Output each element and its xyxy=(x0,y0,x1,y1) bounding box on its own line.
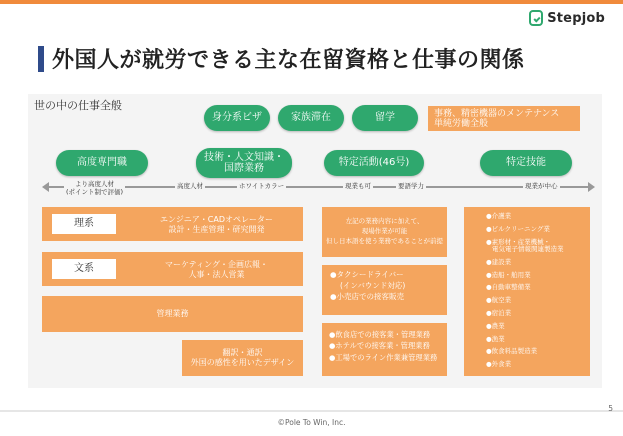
top-accent-bar xyxy=(0,0,623,4)
stepjob-logo-icon xyxy=(529,10,543,26)
science-tag: 理系 xyxy=(52,214,116,234)
humanities-line1: マーケティング・企画広報・ xyxy=(164,260,269,269)
interpretation-line1: 翻訳・通訳 xyxy=(222,347,263,357)
axis-left-line1: より高度人材 xyxy=(75,180,115,188)
list-item: ●素形材・産業機械・ xyxy=(486,237,551,246)
list-item: ●介護業 xyxy=(486,212,512,220)
maintenance-note xyxy=(428,106,580,131)
pill-status-visa: 身分系ビザ xyxy=(204,105,270,131)
axis-left-line2: (ポイント制で評価) xyxy=(66,187,124,196)
pill-specified-skilled: 特定技能 xyxy=(480,150,572,176)
factory-line: ●工場でのライン作業兼管理業務 xyxy=(329,352,438,362)
maintenance-line1: 事務、精密機器のメンテナンス xyxy=(434,109,560,119)
axis-arrow-left-icon xyxy=(42,182,49,192)
list-item: ●飲食料品製造業 xyxy=(486,347,538,356)
management-box xyxy=(42,296,303,332)
bottom-divider xyxy=(0,410,623,412)
list-item: ●自動車整備業 xyxy=(486,283,531,292)
science-description xyxy=(134,215,299,236)
science-box xyxy=(42,207,303,241)
interpretation-line2: 外国の感性を用いたデザイン xyxy=(190,358,295,367)
humanities-description xyxy=(134,260,299,281)
axis-label-japanese-required: 要語学力 xyxy=(398,182,424,190)
pill-dependent: 家族滞在 xyxy=(278,105,344,131)
list-item: ●農業 xyxy=(486,321,505,330)
list-item: ●漁業 xyxy=(486,334,505,343)
axis-label-field-main: 現業が中心 xyxy=(525,182,558,190)
axis-line xyxy=(46,186,589,188)
engineer-humanities-line2: 国際業務 xyxy=(224,163,264,174)
interpretation-box xyxy=(182,340,303,376)
axis-label-high-talent: 高度人材 xyxy=(177,182,203,190)
logo-text: Stepjob xyxy=(547,10,605,26)
humanities-tag: 文系 xyxy=(52,259,116,279)
list-item: 電気電子情報関連製造業 xyxy=(492,245,564,254)
pill-designated-activities: 特定活動(46号) xyxy=(324,150,424,176)
specified-skilled-box xyxy=(464,207,590,376)
specified-skilled-list xyxy=(486,213,590,368)
page-number: 5 xyxy=(608,404,613,413)
designated-note-line1: 左記の業務内容に加えて、 xyxy=(345,217,424,226)
taxi-driver-line1: ●タクシードライバー xyxy=(330,270,404,279)
list-item: ●ビルクリーニング業 xyxy=(486,224,550,233)
stepjob-logo xyxy=(529,10,605,26)
humanities-line2: 人事・法人営業 xyxy=(188,270,245,280)
world-jobs-label: 世の中の仕事全般 xyxy=(34,99,122,112)
designated-note-box xyxy=(322,207,447,257)
axis-label-white-collar: ホワイトカラー xyxy=(239,182,285,190)
axis-label-higher-talent xyxy=(64,181,125,197)
designated-taxi-box xyxy=(322,265,447,315)
title-accent-bar xyxy=(38,46,44,72)
list-item: ●宿泊業 xyxy=(486,309,512,318)
designated-note-line2: 現場作業が可能 xyxy=(361,227,408,236)
pill-engineer-humanities xyxy=(196,148,292,178)
science-line1: エンジニア・CADオペレーター xyxy=(159,215,274,224)
list-item: ●航空業 xyxy=(486,296,512,305)
slide-title: 外国人が就労できる主な在留資格と仕事の関係 xyxy=(52,48,525,73)
footer-copyright: ©Pole To Win, Inc. xyxy=(277,418,346,427)
axis-arrow-right-icon xyxy=(588,182,595,192)
hotel-line: ●ホテルでの接客業・管理業務 xyxy=(329,341,430,351)
engineer-humanities-line1: 技術・人文知識・ xyxy=(204,151,284,163)
axis-label-field-ok: 現業も可 xyxy=(345,182,371,190)
designated-note-line3: 但し日本語を使う業務であることが前提 xyxy=(326,236,443,245)
maintenance-line2: 単純労働全般 xyxy=(434,119,489,130)
management-label: 管理業務 xyxy=(156,309,189,319)
pill-highly-skilled: 高度専門職 xyxy=(56,150,148,176)
restaurant-line: ●飲食店での接客業・管理業務 xyxy=(329,330,431,339)
list-item: ●建設業 xyxy=(486,257,512,266)
retail-line: ●小売店での接客販売 xyxy=(330,291,405,301)
pill-student: 留学 xyxy=(352,105,418,131)
science-line2: 設計・生産管理・研究開発 xyxy=(168,225,265,235)
humanities-box xyxy=(42,252,303,286)
designated-hospitality-box xyxy=(322,323,447,376)
list-item: ●外食業 xyxy=(486,360,512,369)
list-item: ●造船・舶用業 xyxy=(486,270,531,279)
taxi-driver-line2: (インバウンド対応) xyxy=(340,280,406,290)
